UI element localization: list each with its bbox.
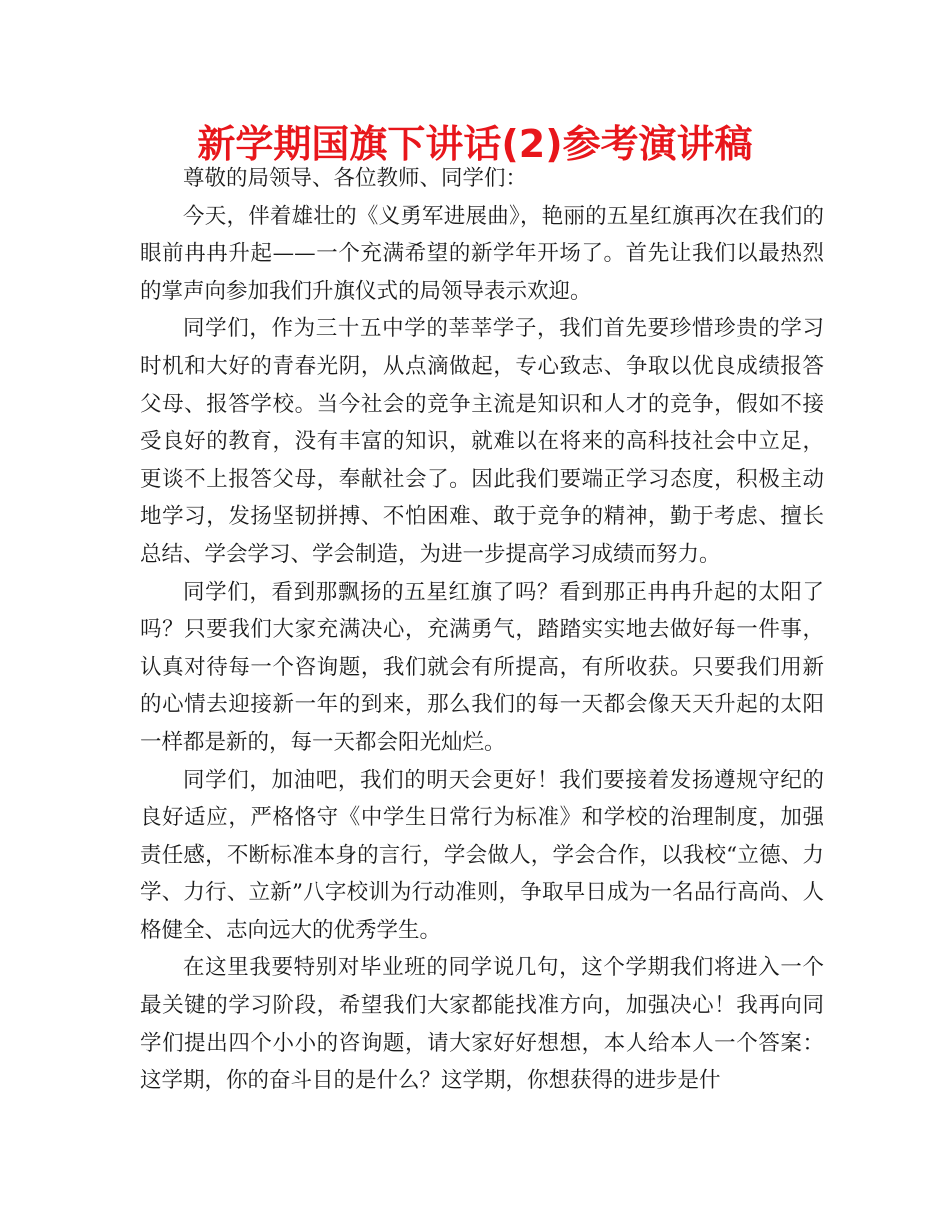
paragraph: 同学们，作为三十五中学的莘莘学子，我们首先要珍惜珍贵的学习时机和大好的青春光阴，从点滴做起，专心致志、争取以优良成绩报答父母、报答学校。当今社会的竞争主流是知识和人才的竞争，假如不接受良好的教育，没有丰富的知识，就难以在将来的高科技社会中立足，更谈不上报答父母，奉献社会了。因此我们要端正学习态度，积极主动地学习，发扬坚韧拼搏、不怕困难、敢于竞争的精神，勤于考虑、擅长总结、学会学习、学会制造，为进一步提高学习成绩而努力。	[140, 316, 824, 567]
paragraph: 同学们，加油吧，我们的明天会更好！我们要接着发扬遵规守纪的良好适应，严格恪守《中学生日常行为标准》和学校的治理制度，加强责任感，不断标准本身的言行，学会做人，学会合作，以我校“立德、力学、力行、立新”八字校训为行动准则，争取早日成为一名品行高尚、人格健全、志向远大的优秀学生。	[140, 767, 824, 943]
paragraph: 在这里我要特别对毕业班的同学说几句，这个学期我们将进入一个最关键的学习阶段，希望我们大家都能找准方向，加强决心！我再向同学们提出四个小小的咨询题，请大家好好想想，本人给本人一个答案：这学期，你的奋斗目的是什么？这学期，你想获得的进步是什	[140, 955, 824, 1094]
paragraph-salutation: 尊敬的局领导、各位教师、同学们：	[183, 166, 528, 191]
paragraph: 今天，伴着雄壮的《义勇军进展曲》，艳丽的五星红旗再次在我们的眼前冉冉升起——一个充满希望的新学年开场了。首先让我们以最热烈的掌声向参加我们升旗仪式的局领导表示欢迎。	[140, 203, 824, 304]
document-body	[140, 160, 824, 1100]
document-title: 新学期国旗下讲话(2)参考演讲稿	[197, 122, 753, 166]
paragraph: 同学们，看到那飘扬的五星红旗了吗？看到那正冉冉升起的太阳了吗？只要我们大家充满决心，充满勇气，踏踏实实地去做好每一件事，认真对待每一个咨询题，我们就会有所提高，有所收获。只要我们用新的心情去迎接新一年的到来，那么我们的每一天都会像天天升起的太阳一样都是新的，每一天都会阳光灿烂。	[140, 579, 824, 755]
